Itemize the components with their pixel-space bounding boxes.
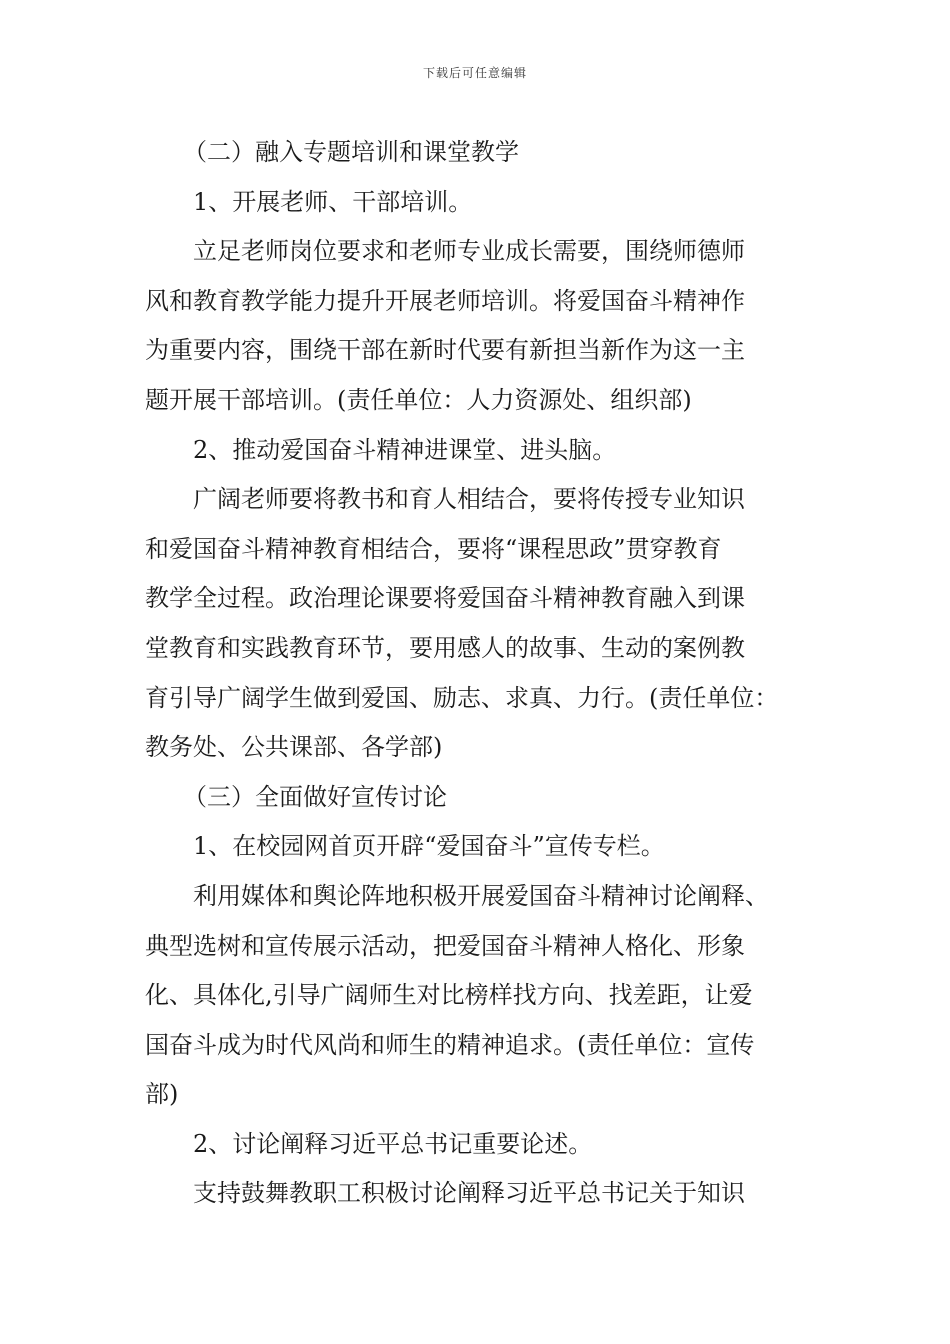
subheading-classroom: 2、推动爱国奋斗精神进课堂、进头脑。	[193, 435, 617, 464]
paragraph-line: 广阔老师要将教书和育人相结合，要将传授专业知识	[193, 485, 745, 514]
paragraph-line: 立足老师岗位要求和老师专业成长需要，围绕师德师	[193, 237, 745, 266]
paragraph-line: 风和教育教学能力提升开展老师培训。将爱国奋斗精神作	[145, 286, 745, 315]
subheading-teacher-training: 1、开展老师、干部培训。	[193, 187, 473, 216]
document-body	[145, 128, 815, 1219]
paragraph-line: 化、具体化,引导广阔师生对比榜样找方向、找差距，让爱	[145, 981, 753, 1010]
paragraph-line: 国奋斗成为时代风尚和师生的精神追求。(责任单位：宣传	[145, 1030, 755, 1059]
paragraph-line: 教学全过程。政治理论课要将爱国奋斗精神教育融入到课	[145, 584, 745, 613]
paragraph-line: 典型选树和宣传展示活动，把爱国奋斗精神人格化、形象	[145, 931, 745, 960]
paragraph-line: 育引导广阔学生做到爱国、励志、求真、力行。(责任单位：	[145, 683, 779, 712]
subheading-campus-column: 1、在校园网首页开辟“爱国奋斗”宣传专栏。	[193, 832, 665, 861]
page-header: 下载后可任意编辑	[422, 66, 527, 80]
subheading-research: 2、讨论阐释习近平总书记重要论述。	[193, 1129, 593, 1158]
paragraph-line: 为重要内容，围绕干部在新时代要有新担当新作为这一主	[145, 336, 745, 365]
section-heading-3: （三）全面做好宣传讨论	[183, 782, 447, 811]
paragraph-line: 题开展干部培训。(责任单位：人力资源处、组织部)	[145, 385, 692, 414]
paragraph-line: 堂教育和实践教育环节，要用感人的故事、生动的案例教	[145, 633, 745, 662]
paragraph-line: 支持鼓舞教职工积极讨论阐释习近平总书记关于知识	[193, 1179, 745, 1208]
paragraph-line: 教务处、公共课部、各学部)	[145, 733, 443, 762]
section-heading-2: （二）融入专题培训和课堂教学	[183, 138, 519, 166]
paragraph-line: 和爱国奋斗精神教育相结合，要将“课程思政”贯穿教育	[145, 534, 722, 563]
paragraph-line: 部)	[145, 1080, 179, 1109]
paragraph-line: 利用媒体和舆论阵地积极开展爱国奋斗精神讨论阐释、	[193, 881, 769, 910]
